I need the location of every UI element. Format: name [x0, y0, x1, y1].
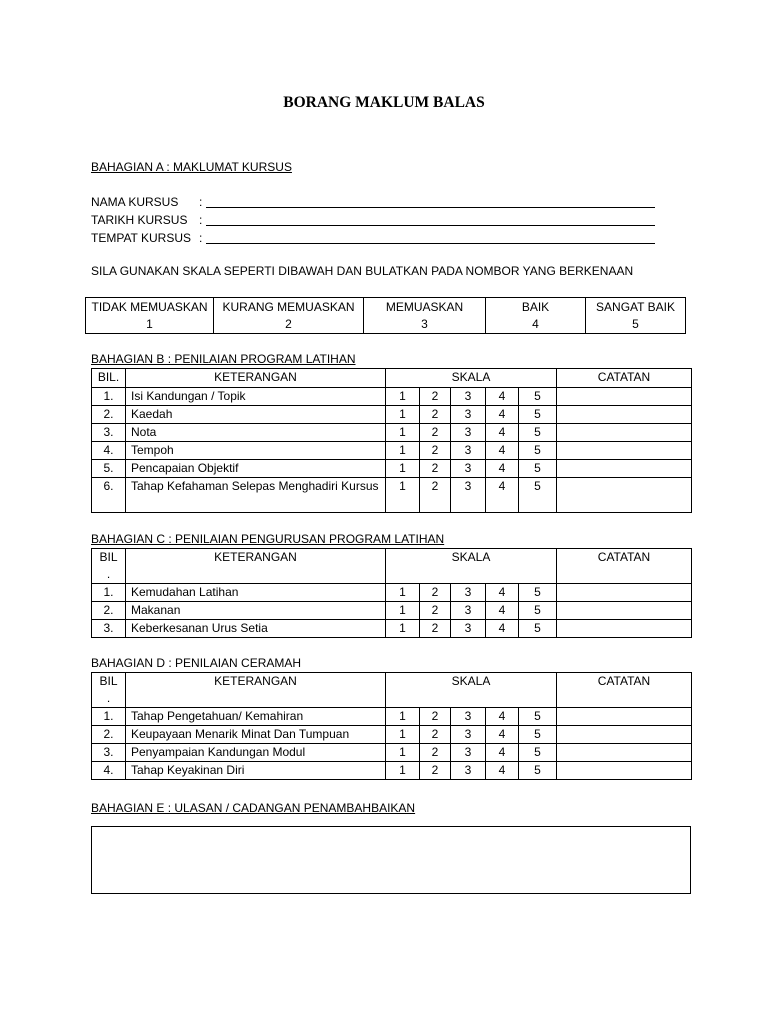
section-a-heading: BAHAGIAN A : MAKLUMAT KURSUS [91, 160, 292, 174]
row-description: Nota [126, 424, 386, 442]
table-row [92, 406, 692, 424]
scale-option-4[interactable]: 4 [486, 708, 519, 726]
row-description: Tahap Keyakinan Diri [126, 762, 386, 780]
catatan-cell[interactable] [557, 762, 692, 780]
tempat-kursus-line[interactable] [206, 243, 655, 244]
catatan-cell[interactable] [557, 478, 692, 513]
scale-option-3[interactable]: 3 [451, 442, 486, 460]
scale-option-5[interactable]: 5 [519, 744, 557, 762]
catatan-header: CATATAN [557, 549, 692, 584]
scale-option-3[interactable]: 3 [451, 762, 486, 780]
table-row [92, 620, 692, 638]
scale-value: 4 [532, 316, 539, 331]
scale-option-1[interactable]: 1 [386, 744, 420, 762]
scale-cell [86, 298, 214, 334]
row-number: 3. [92, 744, 126, 762]
scale-option-5[interactable]: 5 [519, 388, 557, 406]
field-colon: : [199, 231, 203, 245]
scale-option-4[interactable]: 4 [486, 762, 519, 780]
scale-option-2[interactable]: 2 [420, 620, 451, 638]
catatan-cell[interactable] [557, 442, 692, 460]
tempat-kursus-field[interactable] [91, 231, 661, 247]
catatan-cell[interactable] [557, 602, 692, 620]
scale-option-5[interactable]: 5 [519, 726, 557, 744]
scale-option-5[interactable]: 5 [519, 762, 557, 780]
scale-option-1[interactable]: 1 [386, 478, 420, 513]
scale-option-1[interactable]: 1 [386, 406, 420, 424]
scale-cell [486, 298, 586, 334]
scale-option-4[interactable]: 4 [486, 726, 519, 744]
scale-option-4[interactable]: 4 [486, 620, 519, 638]
keterangan-header: KETERANGAN [126, 673, 386, 708]
scale-option-1[interactable]: 1 [386, 708, 420, 726]
scale-option-4[interactable]: 4 [486, 744, 519, 762]
scale-option-3[interactable]: 3 [451, 744, 486, 762]
row-number: 1. [92, 708, 126, 726]
table-row [92, 602, 692, 620]
bil-header: BIL. [92, 369, 126, 388]
skala-header: SKALA [386, 369, 557, 388]
scale-option-4[interactable]: 4 [486, 442, 519, 460]
skala-header: SKALA [386, 549, 557, 584]
scale-option-2[interactable]: 2 [420, 442, 451, 460]
scale-option-5[interactable]: 5 [519, 602, 557, 620]
row-number: 5. [92, 460, 126, 478]
nama-kursus-field[interactable] [91, 195, 661, 211]
catatan-cell[interactable] [557, 460, 692, 478]
tempat-kursus-label: TEMPAT KURSUS [91, 231, 192, 245]
scale-label: MEMUASKAN [385, 299, 464, 314]
row-description: Makanan [126, 602, 386, 620]
scale-option-1[interactable]: 1 [386, 424, 420, 442]
table-row [92, 478, 692, 513]
table-row [92, 762, 692, 780]
row-number: 2. [92, 726, 126, 744]
catatan-cell[interactable] [557, 424, 692, 442]
row-description: Penyampaian Kandungan Modul [126, 744, 386, 762]
scale-cell [364, 298, 486, 334]
scale-option-2[interactable]: 2 [420, 460, 451, 478]
scale-option-2[interactable]: 2 [420, 762, 451, 780]
bil-header [92, 549, 126, 584]
scale-option-4[interactable]: 4 [486, 460, 519, 478]
scale-option-5[interactable]: 5 [519, 584, 557, 602]
nama-kursus-line[interactable] [206, 207, 655, 208]
row-description: Pencapaian Objektif [126, 460, 386, 478]
scale-option-5[interactable]: 5 [519, 478, 557, 513]
keterangan-header: KETERANGAN [126, 549, 386, 584]
table-row [92, 424, 692, 442]
table-row [92, 726, 692, 744]
scale-option-3[interactable]: 3 [451, 602, 486, 620]
catatan-header: CATATAN [557, 673, 692, 708]
scale-option-5[interactable]: 5 [519, 442, 557, 460]
scale-option-1[interactable]: 1 [386, 388, 420, 406]
scale-option-1[interactable]: 1 [386, 442, 420, 460]
scale-option-1[interactable]: 1 [386, 762, 420, 780]
catatan-cell[interactable] [557, 620, 692, 638]
scale-value: 2 [285, 316, 292, 331]
page-title: BORANG MAKLUM BALAS [283, 94, 485, 111]
scale-option-2[interactable]: 2 [420, 406, 451, 424]
scale-label: SANGAT BAIK [596, 299, 675, 314]
catatan-cell[interactable] [557, 388, 692, 406]
catatan-cell[interactable] [557, 726, 692, 744]
scale-option-2[interactable]: 2 [420, 708, 451, 726]
section-d-heading: BAHAGIAN D : PENILAIAN CERAMAH [91, 656, 302, 670]
tarikh-kursus-label: TARIKH KURSUS [91, 213, 188, 227]
row-description: Keberkesanan Urus Setia [126, 620, 386, 638]
tarikh-kursus-field[interactable] [91, 213, 661, 229]
scale-option-3[interactable]: 3 [451, 708, 486, 726]
section-c-table [91, 548, 692, 638]
scale-value: 5 [632, 316, 639, 331]
row-number: 4. [92, 442, 126, 460]
comment-textbox[interactable] [91, 826, 691, 894]
scale-option-4[interactable]: 4 [486, 406, 519, 424]
catatan-cell[interactable] [557, 744, 692, 762]
scale-option-3[interactable]: 3 [451, 620, 486, 638]
tarikh-kursus-line[interactable] [206, 225, 655, 226]
scale-option-3[interactable]: 3 [451, 406, 486, 424]
table-row [92, 744, 692, 762]
row-number: 1. [92, 584, 126, 602]
catatan-header: CATATAN [557, 369, 692, 388]
nama-kursus-label: NAMA KURSUS [91, 195, 179, 209]
section-b-heading: BAHAGIAN B : PENILAIAN PROGRAM LATIHAN [91, 352, 356, 366]
scale-option-2[interactable]: 2 [420, 602, 451, 620]
bil-header [92, 673, 126, 708]
scale-option-2[interactable]: 2 [420, 584, 451, 602]
table-row [92, 584, 692, 602]
scale-option-3[interactable]: 3 [451, 726, 486, 744]
scale-option-2[interactable]: 2 [420, 424, 451, 442]
scale-option-3[interactable]: 3 [451, 478, 486, 513]
row-description: Tahap Pengetahuan/ Kemahiran [126, 708, 386, 726]
table-row [92, 460, 692, 478]
row-number: 4. [92, 762, 126, 780]
scale-option-3[interactable]: 3 [451, 388, 486, 406]
row-description: Kemudahan Latihan [126, 584, 386, 602]
scale-option-1[interactable]: 1 [386, 620, 420, 638]
row-number: 2. [92, 406, 126, 424]
row-description: Tempoh [126, 442, 386, 460]
row-number: 1. [92, 388, 126, 406]
bil-header-text: BIL [99, 674, 118, 688]
section-d-table [91, 672, 692, 780]
row-description: Kaedah [126, 406, 386, 424]
field-colon: : [199, 213, 203, 227]
row-description: Isi Kandungan / Topik [126, 388, 386, 406]
scale-option-2[interactable]: 2 [420, 744, 451, 762]
scale-option-5[interactable]: 5 [519, 460, 557, 478]
table-row [92, 708, 692, 726]
scale-label: TIDAK MEMUASKAN [91, 299, 208, 314]
scale-option-2[interactable]: 2 [420, 726, 451, 744]
scale-option-4[interactable]: 4 [486, 602, 519, 620]
table-row [92, 388, 692, 406]
scale-option-3[interactable]: 3 [451, 424, 486, 442]
scale-option-1[interactable]: 1 [386, 726, 420, 744]
row-number: 6. [92, 478, 126, 513]
catatan-cell[interactable] [557, 584, 692, 602]
scale-cell [586, 298, 686, 334]
bil-header-text: BIL [99, 550, 118, 564]
row-description: Tahap Kefahaman Selepas Menghadiri Kursus [126, 478, 386, 513]
scale-legend-table [85, 297, 686, 334]
scale-option-5[interactable]: 5 [519, 620, 557, 638]
scale-option-4[interactable]: 4 [486, 388, 519, 406]
section-b-table [91, 368, 692, 513]
scale-option-3[interactable]: 3 [451, 584, 486, 602]
scale-instruction: SILA GUNAKAN SKALA SEPERTI DIBAWAH DAN BULATKAN PADA NOMBOR YANG BERKENAAN [91, 264, 634, 278]
keterangan-header: KETERANGAN [126, 369, 386, 388]
scale-option-1[interactable]: 1 [386, 584, 420, 602]
table-row [92, 442, 692, 460]
scale-option-1[interactable]: 1 [386, 460, 420, 478]
section-c-heading: BAHAGIAN C : PENILAIAN PENGURUSAN PROGRAM LATIHAN [91, 532, 445, 546]
scale-option-5[interactable]: 5 [519, 708, 557, 726]
skala-header: SKALA [386, 673, 557, 708]
scale-label: BAIK [521, 299, 550, 314]
field-colon: : [199, 195, 203, 209]
catatan-cell[interactable] [557, 708, 692, 726]
row-number: 3. [92, 424, 126, 442]
bil-header-dot: . [106, 691, 111, 705]
scale-option-5[interactable]: 5 [519, 424, 557, 442]
row-number: 3. [92, 620, 126, 638]
scale-option-4[interactable]: 4 [486, 584, 519, 602]
bil-header-dot: . [106, 567, 111, 581]
section-e-heading: BAHAGIAN E : ULASAN / CADANGAN PENAMBAHBAIKAN [91, 801, 416, 815]
row-description: Keupayaan Menarik Minat Dan Tumpuan [126, 726, 386, 744]
scale-option-5[interactable]: 5 [519, 406, 557, 424]
scale-option-4[interactable]: 4 [486, 478, 519, 513]
scale-option-4[interactable]: 4 [486, 424, 519, 442]
scale-label: KURANG MEMUASKAN [222, 299, 355, 314]
scale-option-2[interactable]: 2 [420, 388, 451, 406]
row-number: 2. [92, 602, 126, 620]
catatan-cell[interactable] [557, 406, 692, 424]
scale-cell [214, 298, 364, 334]
scale-value: 1 [146, 316, 153, 331]
scale-option-2[interactable]: 2 [420, 478, 451, 513]
scale-option-1[interactable]: 1 [386, 602, 420, 620]
scale-value: 3 [421, 316, 428, 331]
scale-option-3[interactable]: 3 [451, 460, 486, 478]
